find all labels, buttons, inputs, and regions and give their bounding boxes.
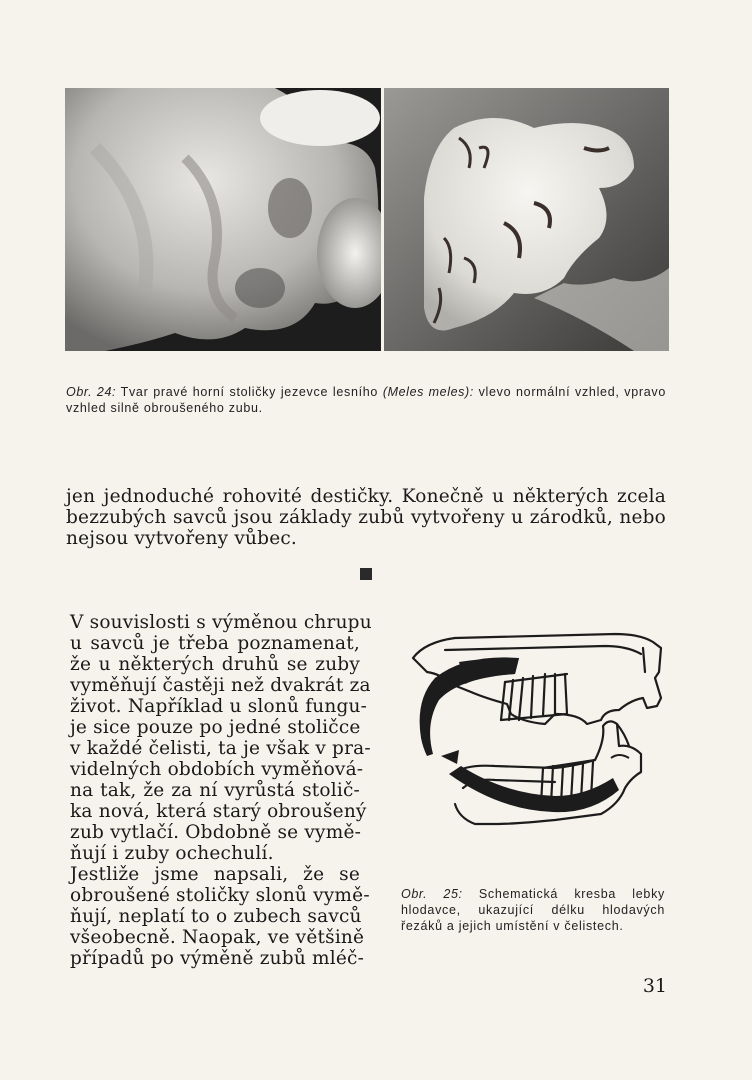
photo-worn-molar <box>384 88 669 351</box>
figure-25-text: Schematická kresba lebky hlodavce, ukazující délku hlodavých řezáků a jejich umístění v čelistech. <box>401 887 665 933</box>
column-text-line: ka nová, která starý obroušený <box>70 801 367 822</box>
column-text <box>70 612 372 969</box>
column-text-line: všeobecně. Naopak, ve většině <box>70 927 365 948</box>
rodent-skull-drawing <box>405 628 671 840</box>
column-text-line: že u některých druhů se zuby <box>70 654 360 675</box>
column-text-line: život. Například u slonů fungu- <box>70 696 368 717</box>
figure-25-caption <box>401 886 665 934</box>
column-text-line: videlných obdobích vyměňová- <box>70 759 364 780</box>
paragraph-top-line: jen jednoduché rohovité destičky. Konečně u některých zcela <box>66 486 666 507</box>
column-text-line: je sice pouze po jedné stoličce <box>70 717 361 738</box>
column-text-line: na tak, že za ní vyrůstá stolič- <box>70 780 360 801</box>
paragraph-top-line: bezzubých savců jsou základy zubů vytvořeny u zárodků, nebo <box>66 507 666 528</box>
figure-24-species: (Meles meles): <box>382 385 474 399</box>
column-text-line: Jestliže jsme napsali, že se <box>70 864 360 885</box>
column-text-line: případů po výměně zubů mléč- <box>70 948 365 969</box>
column-text-line: V souvislosti s výměnou chrupu <box>70 612 372 633</box>
figure-24-label: Obr. 24: <box>66 385 117 399</box>
photo-normal-molar <box>65 88 381 351</box>
paragraph-top-line: nejsou vytvořeny vůbec. <box>66 528 297 549</box>
section-marker-square <box>360 568 372 580</box>
column-text-line: u savců je třeba poznamenat, <box>70 633 360 654</box>
figure-24-text-a: Tvar pravé horní stoličky jezevce lesního <box>120 385 383 399</box>
page-number: 31 <box>642 975 667 997</box>
figure-24-caption <box>66 384 666 416</box>
figure-25-label: Obr. 25: <box>401 887 463 901</box>
column-text-line: ňují, neplatí to o zubech savců <box>70 906 362 927</box>
column-text-line: v každé čelisti, ta je však v pra- <box>70 738 371 759</box>
column-text-line: vyměňují častěji než dvakrát za <box>70 675 371 696</box>
figure-24-text-b: vlevo normální vzhled, vpravo vzhled silně obroušeného zubu. <box>66 385 667 415</box>
paragraph-top <box>66 486 666 549</box>
column-text-line: zub vytlačí. Obdobně se vymě- <box>70 822 362 843</box>
column-text-line: obroušené stoličky slonů vymě- <box>70 885 370 906</box>
column-text-line: ňují i zuby ochechulí. <box>70 843 274 864</box>
